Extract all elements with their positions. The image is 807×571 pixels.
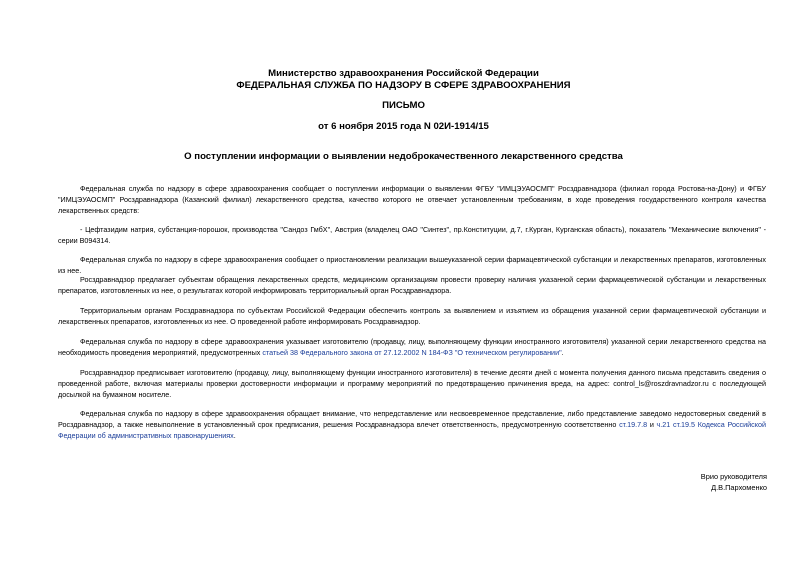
paragraph-3: Федеральная служба по надзору в сфере здравоохранения сообщает о приостановлении реализации вышеуказанной серии фармацевтической субстанции и лекарственных препаратов, изготовленных из нее. — [58, 255, 766, 276]
paragraph-7: Росздравнадзор предписывает изготовителю (продавцу, лицу, выполняющему функции иностранного изготовителя) в течение десяти дней с момента получения данного письма представить сведения о проведенной работе, включая материалы проверки достоверности информации и программу мероприятий по предотвращению причинения вреда, на адрес: control_ls@roszdravnadzor.ru с последующей досылкой на бумажном носителе. — [58, 368, 766, 400]
koap-article-19-7-8-link[interactable]: ст.19.7.8 — [619, 420, 648, 430]
paragraph-6-text: Федеральная служба по надзору в сфере здравоохранения указывает изготовителю (продавцу, лицу, выполняющему функции иностранного изготовителя) указанной серии лекарственного средства на необходимость проведения мероприятий, предусмотренных — [58, 337, 766, 358]
paragraph-5: Территориальным органам Росздравнадзора по субъектам Российской Федерации обеспечить контроль за выявлением и изъятием из обращения указанной серии фармацевтической субстанции и лекарственных препаратов, изготовленных из нее. О проведенной работе информировать Росздравнадзор. — [58, 306, 766, 327]
document-type: ПИСЬМО — [382, 100, 425, 111]
ministry-title: Министерство здравоохранения Российской Федерации — [268, 68, 539, 79]
paragraph-4: Росздравнадзор предлагает субъектам обращения лекарственных средств, медицинским организациям провести проверку наличия указанной серии фармацевтической субстанции и лекарственных препаратов, изготовленных из нее, о результатах которой информировать территориальный орган Росздравнадзора. — [58, 275, 766, 296]
paragraph-8-mid: и — [647, 420, 657, 430]
paragraph-6 — [58, 336, 766, 358]
law-184-fz-link[interactable]: статьей 38 Федерального закона от 27.12.2002 N 184-ФЗ "О техническом регулировании" — [262, 348, 562, 358]
paragraph-8-end: . — [233, 431, 236, 441]
paragraph-1: Федеральная служба по надзору в сфере здравоохранения сообщает о поступлении информации о выявлении ФГБУ "ИМЦЭУАОСМП" Росздравнадзора (филиал города Ростова-на-Дону) и ФГБУ "ИМЦЭУАОСМП" Росздравнадзора (Казанский филиал) лекарственного средства, качество которого не отвечает установленным требованиям, в ходе проведения государственного контроля качества лекарственных средств: — [58, 184, 766, 216]
document-date-number: от 6 ноября 2015 года N 02И-1914/15 — [318, 121, 489, 132]
document-subject: О поступлении информации о выявлении недоброкачественного лекарственного средства — [184, 151, 623, 162]
koap-article-19-5-link[interactable]: ч.21 ст.19.5 Кодекса Российской Федерации об административных правонарушениях — [58, 420, 766, 441]
signature-name: Д.В.Пархоменко — [711, 483, 767, 492]
signature-position: Врио руководителя — [700, 472, 767, 481]
paragraph-8-text: Федеральная служба по надзору в сфере здравоохранения обращает внимание, что непредставление или несвоевременное представление, либо представление заведомо недостоверных сведений в Росздравнадзор, а также невыполнение в установленный срок предписания, решения Росздравнадзора влечет ответственность, предусмотренную соответственно — [58, 409, 766, 430]
paragraph-8 — [58, 408, 766, 442]
paragraph-6-end: . — [561, 348, 564, 358]
service-title: ФЕДЕРАЛЬНАЯ СЛУЖБА ПО НАДЗОРУ В СФЕРЕ ЗДРАВООХРАНЕНИЯ — [236, 80, 571, 91]
paragraph-2: - Цефтазидим натрия, субстанция-порошок, производства "Сандоз ГмбХ", Австрия (владелец ОАО "Синтез", пр.Конституции, д.7, г.Курган, Курганская область), показатель "Механические включения" - серии В094314. — [58, 225, 766, 246]
